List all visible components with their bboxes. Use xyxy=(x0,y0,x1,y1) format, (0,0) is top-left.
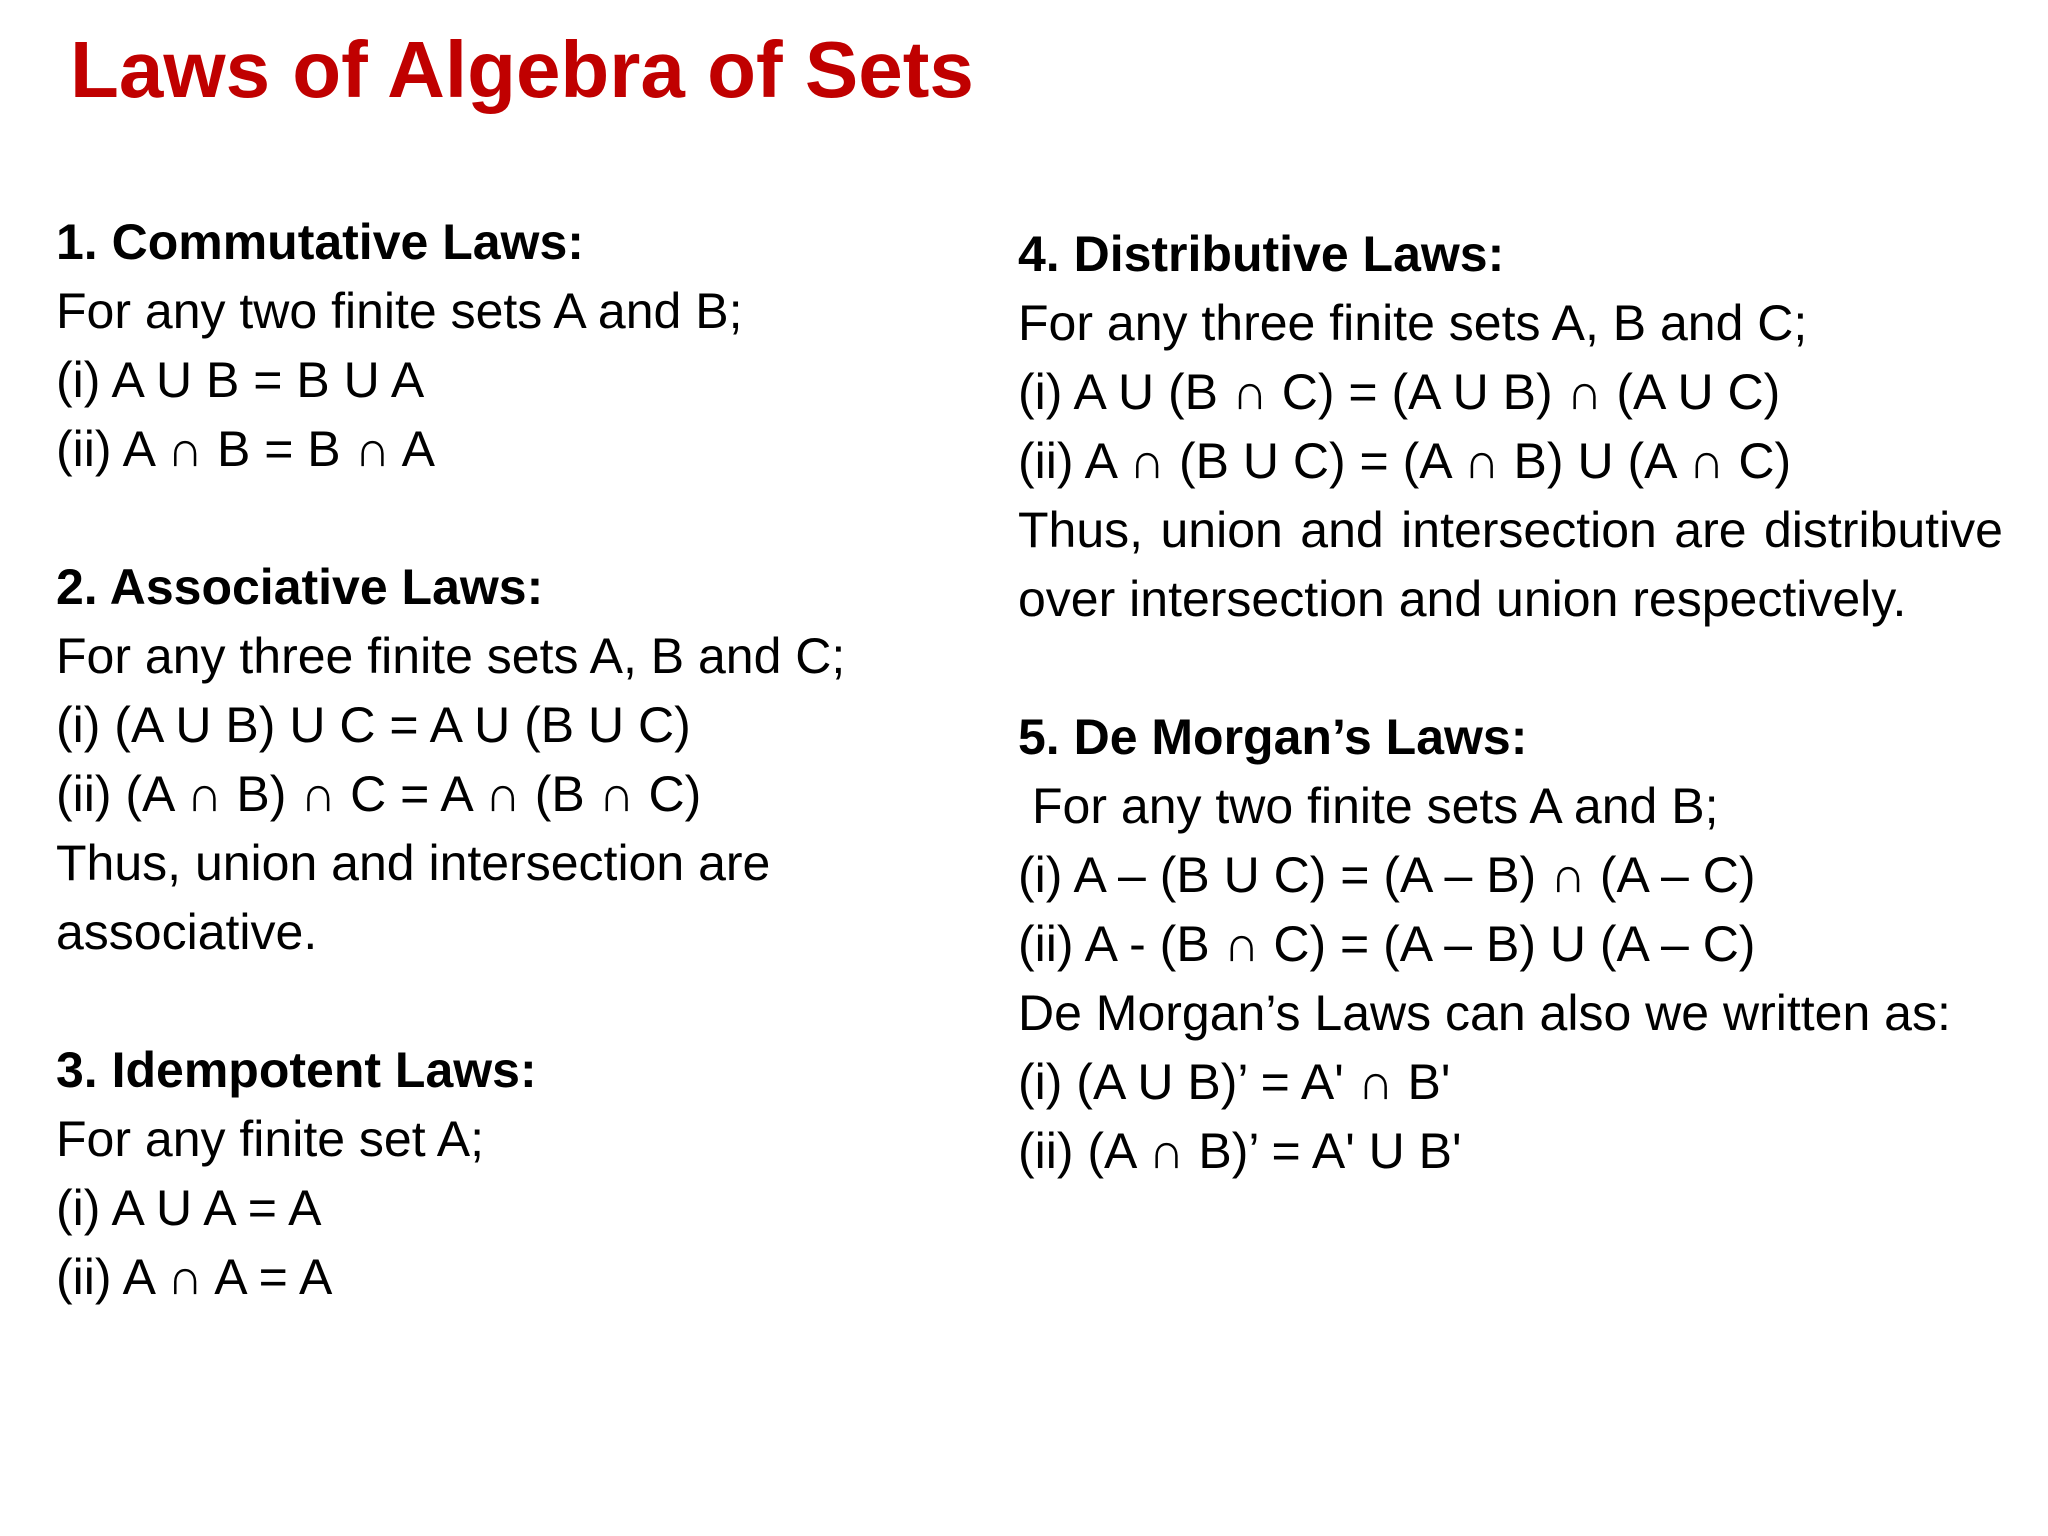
section-intro: For any finite set A; xyxy=(56,1111,484,1167)
law-statement: (ii) (A ∩ B) ∩ C = A ∩ (B ∩ C) xyxy=(56,766,702,822)
law-statement: (ii) A ∩ (B U C) = (A ∩ B) U (A ∩ C) xyxy=(1018,433,1792,489)
law-statement: (i) A U (B ∩ C) = (A U B) ∩ (A U C) xyxy=(1018,364,1781,420)
law-statement: (ii) (A ∩ B)’ = A' U B' xyxy=(1018,1123,1462,1179)
section-heading: 2. Associative Laws: xyxy=(56,559,544,615)
section-heading: 1. Commutative Laws: xyxy=(56,214,584,270)
commutative-laws-section xyxy=(56,208,976,484)
section-note: Thus, union and intersection are distributive over intersection and union respectively. xyxy=(1018,502,2003,627)
section-heading: 4. Distributive Laws: xyxy=(1018,226,1505,282)
section-note: Thus, union and intersection are xyxy=(56,835,771,891)
law-statement: (ii) A - (B ∩ C) = (A – B) U (A – C) xyxy=(1018,916,1756,972)
law-statement: (ii) A ∩ A = A xyxy=(56,1249,333,1305)
law-statement: (i) (A U B)’ = A' ∩ B' xyxy=(1018,1054,1451,1110)
section-intro: For any three finite sets A, B and C; xyxy=(1018,295,1808,351)
slide-title: Laws of Algebra of Sets xyxy=(70,25,974,114)
law-statement: (ii) A ∩ B = B ∩ A xyxy=(56,421,435,477)
law-statement: (i) A U B = B U A xyxy=(56,352,425,408)
distributive-laws-section xyxy=(1018,220,2003,634)
section-intro: For any two finite sets A and B; xyxy=(56,283,743,339)
law-statement: (i) (A U B) U C = A U (B U C) xyxy=(56,697,691,753)
section-note: De Morgan’s Laws can also we written as: xyxy=(1018,985,1951,1041)
section-intro: For any three finite sets A, B and C; xyxy=(56,628,846,684)
law-statement: (i) A – (B U C) = (A – B) ∩ (A – C) xyxy=(1018,847,1756,903)
section-heading: 5. De Morgan’s Laws: xyxy=(1018,709,1528,765)
law-statement: (i) A U A = A xyxy=(56,1180,322,1236)
section-intro: For any two finite sets A and B; xyxy=(1032,778,1719,834)
section-heading: 3. Idempotent Laws: xyxy=(56,1042,537,1098)
de-morgan-laws-section xyxy=(1018,703,2003,1186)
section-note: associative. xyxy=(56,904,318,960)
right-column xyxy=(1018,220,2003,1255)
left-column xyxy=(56,208,976,1381)
idempotent-laws-section xyxy=(56,1036,976,1312)
associative-laws-section xyxy=(56,553,976,967)
